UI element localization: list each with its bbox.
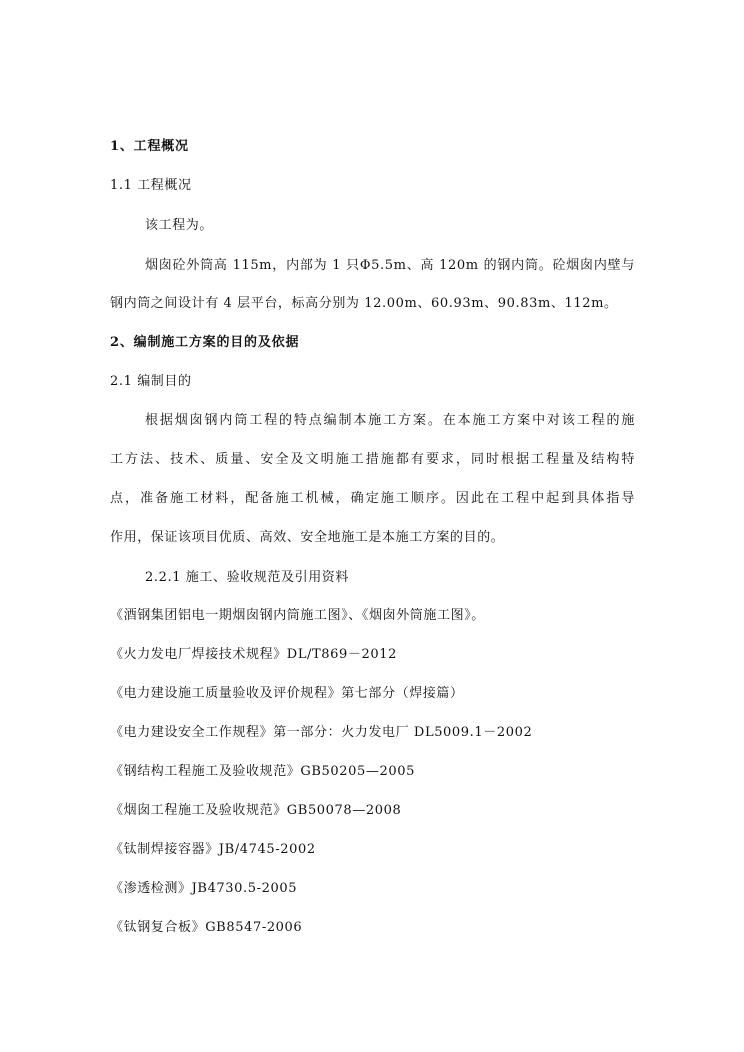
section-2-1-heading: 2.1 编制目的 [110, 374, 192, 389]
purpose-line-1: 根据烟囱钢内筒工程的特点编制本施工方案。在本施工方案中对该工程的施 [145, 413, 635, 428]
reference-item: 《酒钢集团铝电一期烟囱钢内筒施工图》、《烟囱外筒施工图》。 [110, 608, 485, 623]
section-2-heading: 2、编制施工方案的目的及依据 [110, 335, 300, 350]
project-description: 该工程为。 [145, 218, 214, 233]
section-2-2-1-heading: 2.2.1 施工、验收规范及引用资料 [145, 570, 350, 585]
purpose-line-3: 点，准备施工材料，配备施工机械，确定施工顺序。因此在工程中起到具体指导 [110, 491, 635, 506]
chimney-description-line-1: 烟囱砼外筒高 115m，内部为 1 只Φ5.5m、高 120m 的钢内筒。砼烟囱内壁与 [145, 258, 635, 273]
reference-item: 《电力建设安全工作规程》第一部分：火力发电厂 DL5009.1－2002 [110, 725, 533, 740]
reference-item: 《钛钢复合板》GB8547-2006 [110, 920, 303, 935]
section-1-heading: 1、工程概况 [110, 139, 189, 154]
section-1-1-heading: 1.1 工程概况 [110, 178, 192, 193]
reference-item: 《火力发电厂焊接技术规程》DL/T869－2012 [110, 647, 398, 662]
reference-item: 《钛制焊接容器》JB/4745-2002 [110, 842, 316, 857]
purpose-line-2: 工方法、技术、质量、安全及文明施工措施都有要求，同时根据工程量及结构特 [110, 452, 635, 467]
reference-item: 《烟囱工程施工及验收规范》GB50078—2008 [110, 803, 402, 818]
reference-item: 《电力建设施工质量验收及评价规程》第七部分（焊接篇） [110, 686, 464, 701]
purpose-line-4: 作用，保证该项目优质、高效、安全地施工是本施工方案的目的。 [110, 530, 505, 545]
chimney-description-line-2: 钢内筒之间设计有 4 层平台，标高分别为 12.00m、60.93m、90.83m、112m。 [110, 296, 618, 311]
reference-item: 《渗透检测》JB4730.5-2005 [110, 881, 298, 896]
reference-item: 《钢结构工程施工及验收规范》GB50205—2005 [110, 764, 415, 779]
